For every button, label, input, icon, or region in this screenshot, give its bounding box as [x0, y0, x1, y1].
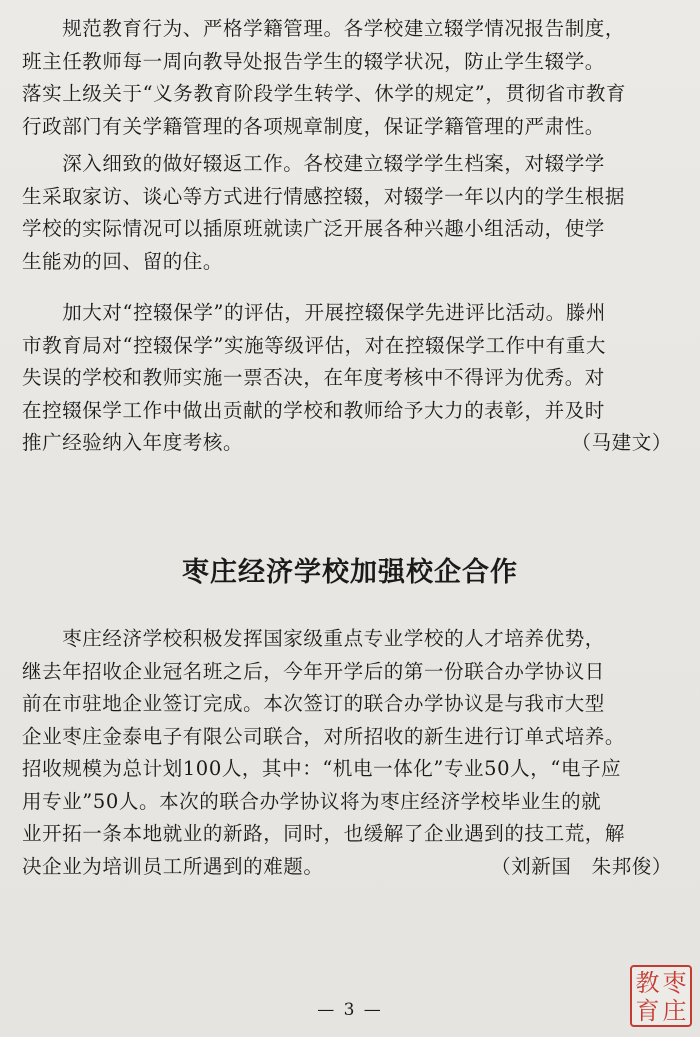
text-line [22, 851, 682, 884]
text-line [22, 427, 682, 460]
article1-author: （马建文） [571, 431, 672, 454]
text-line: 用专业”50人。本次的联合办学协议将为枣庄经济学校毕业生的就 [22, 789, 602, 813]
text-line: 失误的学校和教师实施一票否决，在年度考核中不得评为优秀。对 [22, 366, 605, 389]
text-line: 规范教育行为、严格学籍管理。各学校建立辍学情况报告制度， [22, 17, 626, 40]
text-line: 业开拓一条本地就业的新路，同时，也缓解了企业遇到的技工荒，解 [22, 822, 626, 845]
text-line-content: 决企业为培训员工所遇到的难题。 [22, 854, 324, 878]
text-line: 继去年招收企业冠名班之后，今年开学后的第一份联合办学协议日 [22, 659, 605, 683]
seal-stamp [630, 965, 692, 1027]
text-line: 生能劝的回、留的住。 [22, 249, 224, 273]
text-line: 深入细致的做好辍返工作。各校建立辍学学生档案，对辍学学 [22, 152, 605, 175]
seal-char: 育 [635, 997, 660, 1025]
text-line: 枣庄经济学校积极发挥国家级重点专业学校的人才培养优势， [22, 627, 605, 650]
article2-title: 枣庄经济学校加强校企合作 [182, 557, 518, 588]
text-line: 企业枣庄金泰电子有限公司联合，对所招收的新生进行订单式培养。 [22, 724, 626, 748]
text-line: 市教育局对“控辍保学”实施等级评估，对在控辍保学工作中有重大 [22, 333, 606, 357]
text-line: 学校的实际情况可以插原班就读广泛开展各种兴趣小组活动，使学 [22, 217, 605, 240]
text-line: 班主任教师每一周向教导处报告学生的辍学状况，防止学生辍学。 [22, 49, 605, 73]
article1-paragraph1 [22, 13, 682, 143]
text-line: 加大对“控辍保学”的评估，开展控辍保学先进评比活动。滕州 [22, 301, 606, 324]
text-line: 行政部门有关学籍管理的各项规章制度，保证学籍管理的严肃性。 [22, 114, 605, 138]
page-number: — 3 — [317, 1000, 383, 1020]
article2-author: （刘新国 朱邦俊） [491, 854, 672, 878]
text-line: 在控辍保学工作中做出贡献的学校和教师给予大力的表彰，并及时 [22, 398, 605, 422]
text-line: 前在市驻地企业签订完成。本次签订的联合办学协议是与我市大型 [22, 692, 605, 715]
seal-char: 枣 [662, 969, 687, 997]
seal-char: 教 [635, 969, 660, 997]
text-line-content: 推广经验纳入年度考核。 [22, 431, 244, 454]
text-line: 落实上级关于“义务教育阶段学生转学、休学的规定”，贯彻省市教育 [22, 82, 627, 105]
article2-paragraph1 [22, 623, 682, 883]
text-line: 招收规模为总计划100人，其中：“机电一体化”专业50人，“电子应 [22, 757, 622, 780]
article1-paragraph3 [22, 297, 682, 460]
seal-char: 庄 [662, 997, 687, 1025]
article1-paragraph2 [22, 148, 682, 278]
text-line: 生采取家访、谈心等方式进行情感控辍，对辍学一年以内的学生根据 [22, 184, 626, 208]
